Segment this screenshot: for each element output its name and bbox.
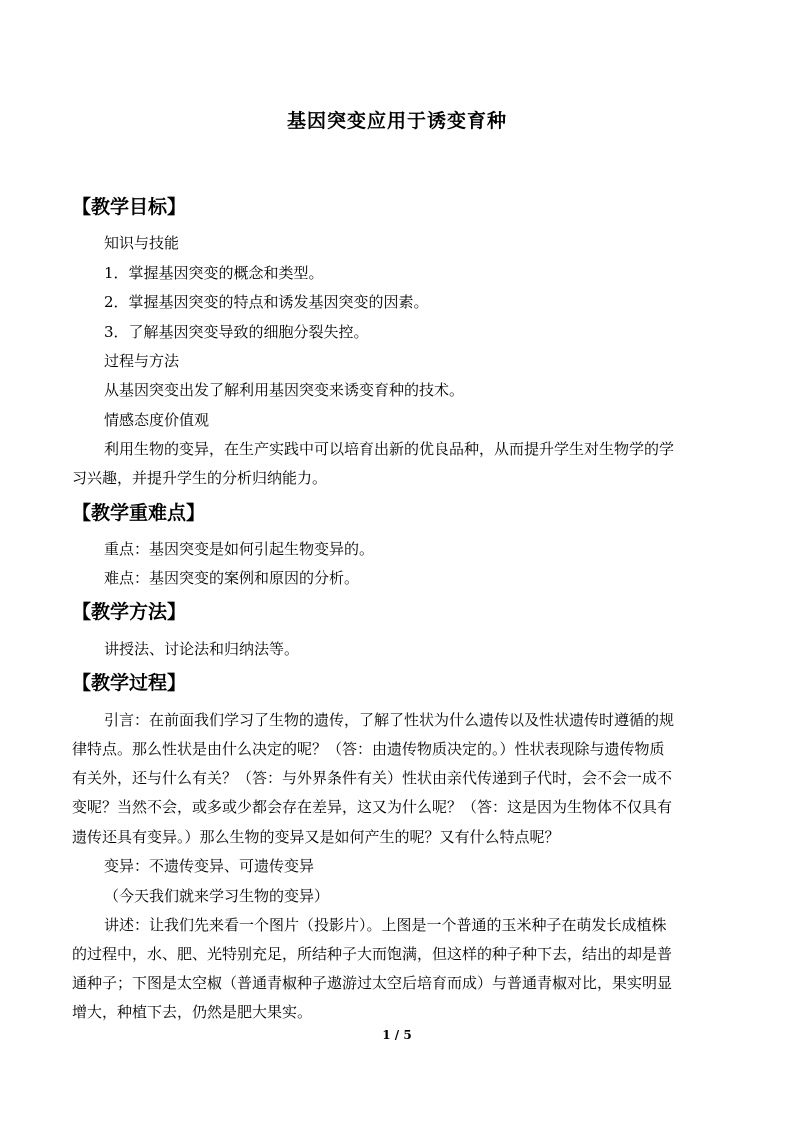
- section-heading-process: 【教学过程】: [72, 672, 187, 694]
- paragraph-line: 利用生物的变异，在生产实践中可以培育出新的优良品种，从而提升学生对生物学的学: [104, 440, 675, 458]
- paragraph-line: 情感态度价值观: [104, 411, 210, 429]
- paragraph-line: 变呢？当然不会，或多或少都会存在差异，这又为什么呢？（答：这是因为生物体不仅具有: [72, 798, 673, 816]
- paragraph-line: 遗传还具有变异。）那么生物的变异又是如何产生的呢？又有什么特点呢？: [72, 828, 560, 846]
- paragraph-line: 通种子；下图是太空椒（普通青椒种子遨游过太空后培育而成）与普通青椒对比，果实明显: [72, 974, 673, 992]
- section-heading-key-points: 【教学重难点】: [72, 502, 206, 524]
- paragraph-line: 讲述：让我们先来看一个图片（投影片）。上图是一个普通的玉米种子在萌发长成植株: [104, 916, 667, 934]
- paragraph-line: 有关外，还与什么有关？（答：与外界条件有关）性状由亲代传递到子代时，会不会一成不: [72, 769, 673, 787]
- page-number: 1 / 5: [382, 1028, 412, 1042]
- paragraph-line: 变异：不遗传变异、可遗传变异: [104, 857, 315, 875]
- paragraph-line: （今天我们就来学习生物的变异）: [104, 887, 330, 905]
- document-title: 基因突变应用于诱变育种: [286, 110, 507, 132]
- paragraph-line: 知识与技能: [104, 234, 180, 252]
- section-heading-objectives: 【教学目标】: [72, 196, 187, 218]
- paragraph-line: 重点：基因突变是如何引起生物变异的。: [104, 540, 375, 558]
- paragraph-line: 律特点。那么性状是由什么决定的呢？（答：由遗传物质决定的。）性状表现除与遗传物质: [72, 740, 665, 758]
- section-heading-methods: 【教学方法】: [72, 601, 187, 623]
- paragraph-line: 增大，种植下去，仍然是肥大果实。: [72, 1003, 313, 1021]
- paragraph-line: 的过程中，水、肥、光特别充足，所结种子大而饱满，但这样的种子种下去，结出的却是普: [72, 945, 673, 963]
- paragraph-line: 引言：在前面我们学习了生物的遗传，了解了性状为什么遗传以及性状遗传时遵循的规: [104, 711, 675, 729]
- paragraph-line: 从基因突变出发了解利用基因突变来诱变育种的技术。: [104, 381, 465, 399]
- paragraph-line: 习兴趣，并提升学生的分析归纳能力。: [72, 469, 328, 487]
- paragraph-line: 3．了解基因突变导致的细胞分裂失控。: [104, 323, 369, 341]
- paragraph-line: 讲授法、讨论法和归纳法等。: [104, 640, 300, 658]
- paragraph-line: 难点：基因突变的案例和原因的分析。: [104, 569, 360, 587]
- paragraph-line: 过程与方法: [104, 352, 180, 370]
- paragraph-line: 2．掌握基因突变的特点和诱发基因突变的因素。: [104, 293, 429, 311]
- paragraph-line: 1．掌握基因突变的概念和类型。: [104, 264, 324, 282]
